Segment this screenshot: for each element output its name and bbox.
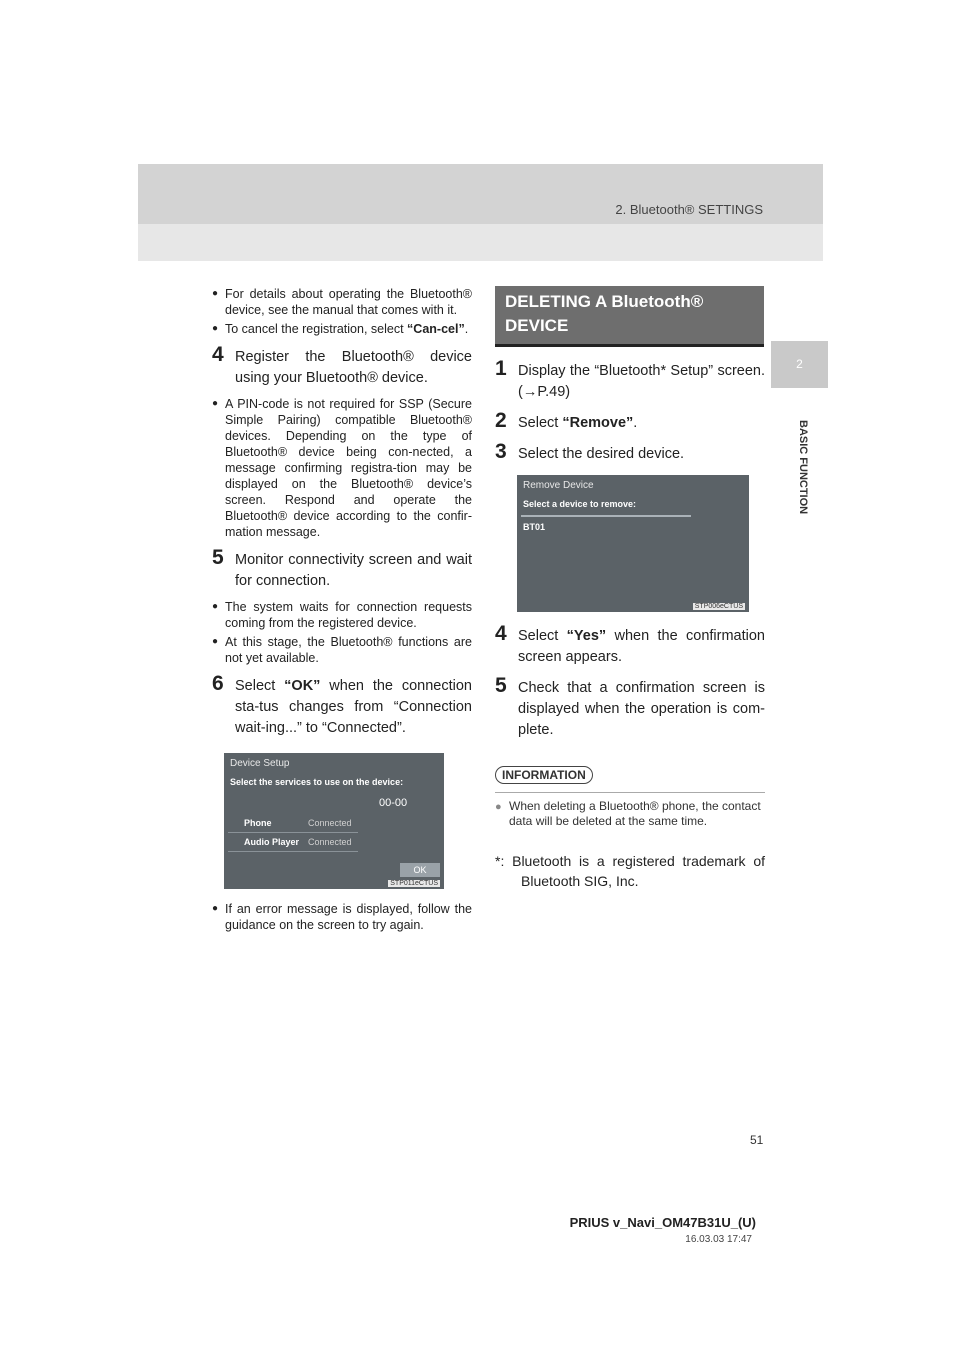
phone-row: Phone Connected <box>228 815 358 833</box>
bullet-error: ● If an error message is displayed, follow the guidance on the screen to try again. <box>212 901 472 933</box>
bullet-waits: ● The system waits for connection requests coming from the registered device. <box>212 599 472 631</box>
screen-code: STP006eCTUS <box>694 603 743 610</box>
screen-subtitle: Select a device to remove: <box>523 499 637 509</box>
timestamp: 16.03.03 17:47 <box>685 1234 752 1245</box>
step-5: 5 Monitor connectivity screen and wait for connection. <box>212 546 472 589</box>
remove-device-screenshot <box>517 475 749 612</box>
bullet-details: ● For details about operating the Bluetooth® device, see the manual that comes with it. <box>212 286 472 318</box>
right-column <box>495 286 765 891</box>
header-subbar <box>138 224 823 261</box>
screen-code: STP011eCTUS <box>390 880 438 887</box>
step-4: 4 Select “Yes” when the confirmation screen appears. <box>495 622 765 665</box>
chapter-number: 2 <box>771 341 828 388</box>
step-2: 2 Select “Remove”. <box>495 409 638 432</box>
page-number: 51 <box>750 1133 764 1147</box>
screen-title: Remove Device <box>523 480 594 491</box>
doc-id: PRIUS v_Navi_OM47B31U_(U) <box>569 1215 756 1230</box>
step-1: 1 Display the “Bluetooth* Setup” screen. (→P.49) <box>495 357 765 400</box>
information-text: ● When deleting a Bluetooth® phone, the contact data will be deleted at the same time. <box>495 792 765 829</box>
information-label: INFORMATION <box>495 766 593 784</box>
step-5: 5 Check that a confirmation screen is displayed when the operation is com-plete. <box>495 674 765 738</box>
bullet-not-available: ● At this stage, the Bluetooth® functions are not yet available. <box>212 634 472 666</box>
step-4: 4 Register the Bluetooth® device using your Bluetooth® device. <box>212 343 472 386</box>
device-name: 00-00 <box>379 797 408 809</box>
left-column <box>212 286 472 936</box>
bullet-cancel: ● To cancel the registration, select “Can-cel”. <box>212 321 472 337</box>
step-6: 6 Select “OK” when the connection sta-tus changes from “Connection wait-ing...” to “Connected”. <box>212 672 472 736</box>
ok-button[interactable]: OK <box>400 863 440 877</box>
screen-subtitle: Select the services to use on the device: <box>230 777 404 787</box>
chapter-label: BASIC FUNCTION <box>797 420 809 515</box>
bullet-pin: ● A PIN-code is not required for SSP (Secure Simple Pairing) compatible Bluetooth® devices. Depending on the type of Bluetooth® device being con-nected, a message confirming registra-tion may be displayed on the Bluetooth® device’s screen. Respond and operate the Bluetooth® device according to the confir-mation message. <box>212 396 472 540</box>
device-item[interactable]: BT01 <box>523 522 546 532</box>
device-setup-screenshot <box>224 753 444 889</box>
header-title: 2. Bluetooth® SETTINGS <box>615 202 763 217</box>
section-title: DELETING A Bluetooth® DEVICE <box>495 286 764 347</box>
audio-row: Audio Player Connected <box>228 834 358 852</box>
screen-title: Device Setup <box>230 758 290 769</box>
header-bar <box>138 164 823 224</box>
step-3: 3 Select the desired device. <box>495 440 685 463</box>
trademark-note: *: Bluetooth is a registered trademark of Bluetooth SIG, Inc. <box>495 853 765 889</box>
divider <box>521 515 691 517</box>
